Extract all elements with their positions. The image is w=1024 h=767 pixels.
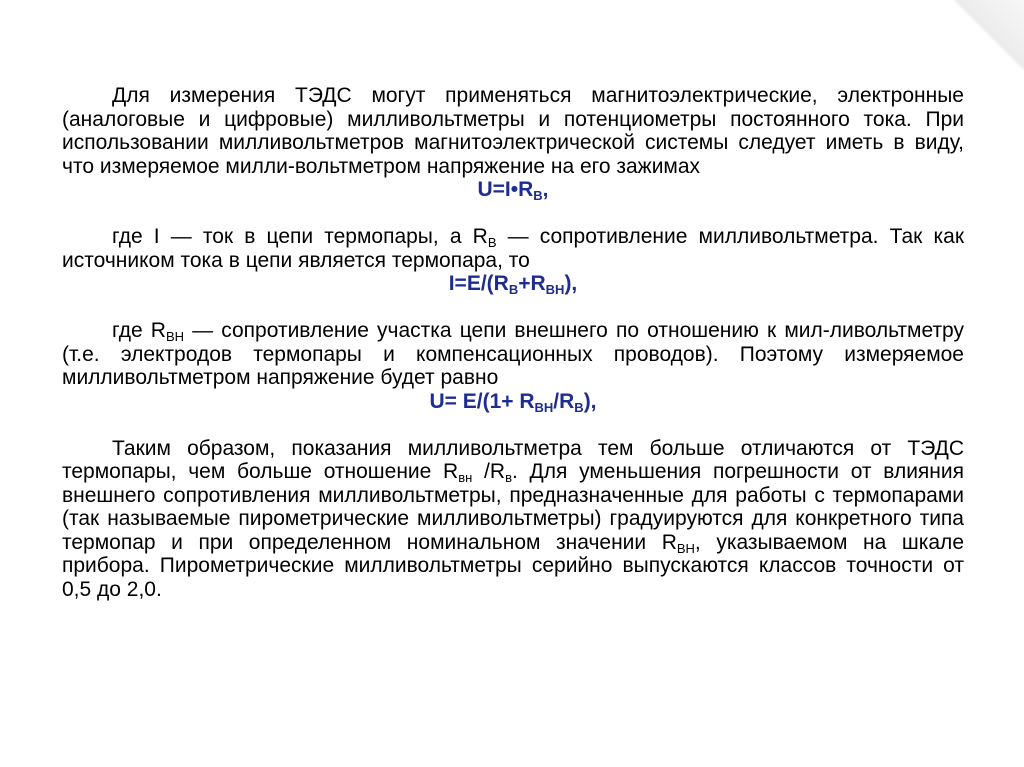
paragraph-external-resistance: где $R_{ВН}$ — сопротивление участка цепи внешнего по отношению к мил-ливольтметру (т.е. электродов термопары и компенсационных проводов). Поэтому измеряемое милливольтметром напряжение будет равно	[62, 319, 965, 389]
page-curl-decoration	[954, 0, 1024, 70]
formula-measured-voltage: $U= E/(1+ R_{ВН}/R_В)$,	[429, 389, 597, 415]
paragraph-current: где I — ток в цепи термопары, а $R_В$ — сопротивление милливольтметра. Так как источником тока в цепи является термопара, то	[62, 225, 965, 272]
document-body	[62, 84, 964, 601]
formula-current: $I=E/(R_В+R_{ВН})$,	[448, 272, 578, 297]
paragraph-intro	[62, 84, 964, 178]
formula-voltage: $U=I•R_В$,	[477, 178, 549, 203]
paragraph-intro-text: Для измерения ТЭДС могут применяться магнитоэлектрические, электронные (аналоговые и цифровые) милливольтметры и потенциометры постоянного тока. При использовании милливольтметров магнитоэлектрической системы следует иметь в виду, что измеряемое милли-вольтметром напряжение на его зажимах	[62, 84, 964, 178]
paragraph-conclusion: Таким образом, показания милливольтметра тем больше отличаются от ТЭДС термопары, чем больше отношение $R_{вн}$ $/R_в$. Для уменьшения погрешности от влияния внешнего сопротивления милливольтметры, предназначенные для работы с термопарами (так называемые пирометрические милливольтметры) градуируются для конкретного типа термопар и при определенном номинальном значении $R_{ВН}$, указываемом на шкале прибора. Пирометрические милливольтметры серийно выпускаются классов точности от 0,5 до 2,0.	[62, 436, 964, 601]
